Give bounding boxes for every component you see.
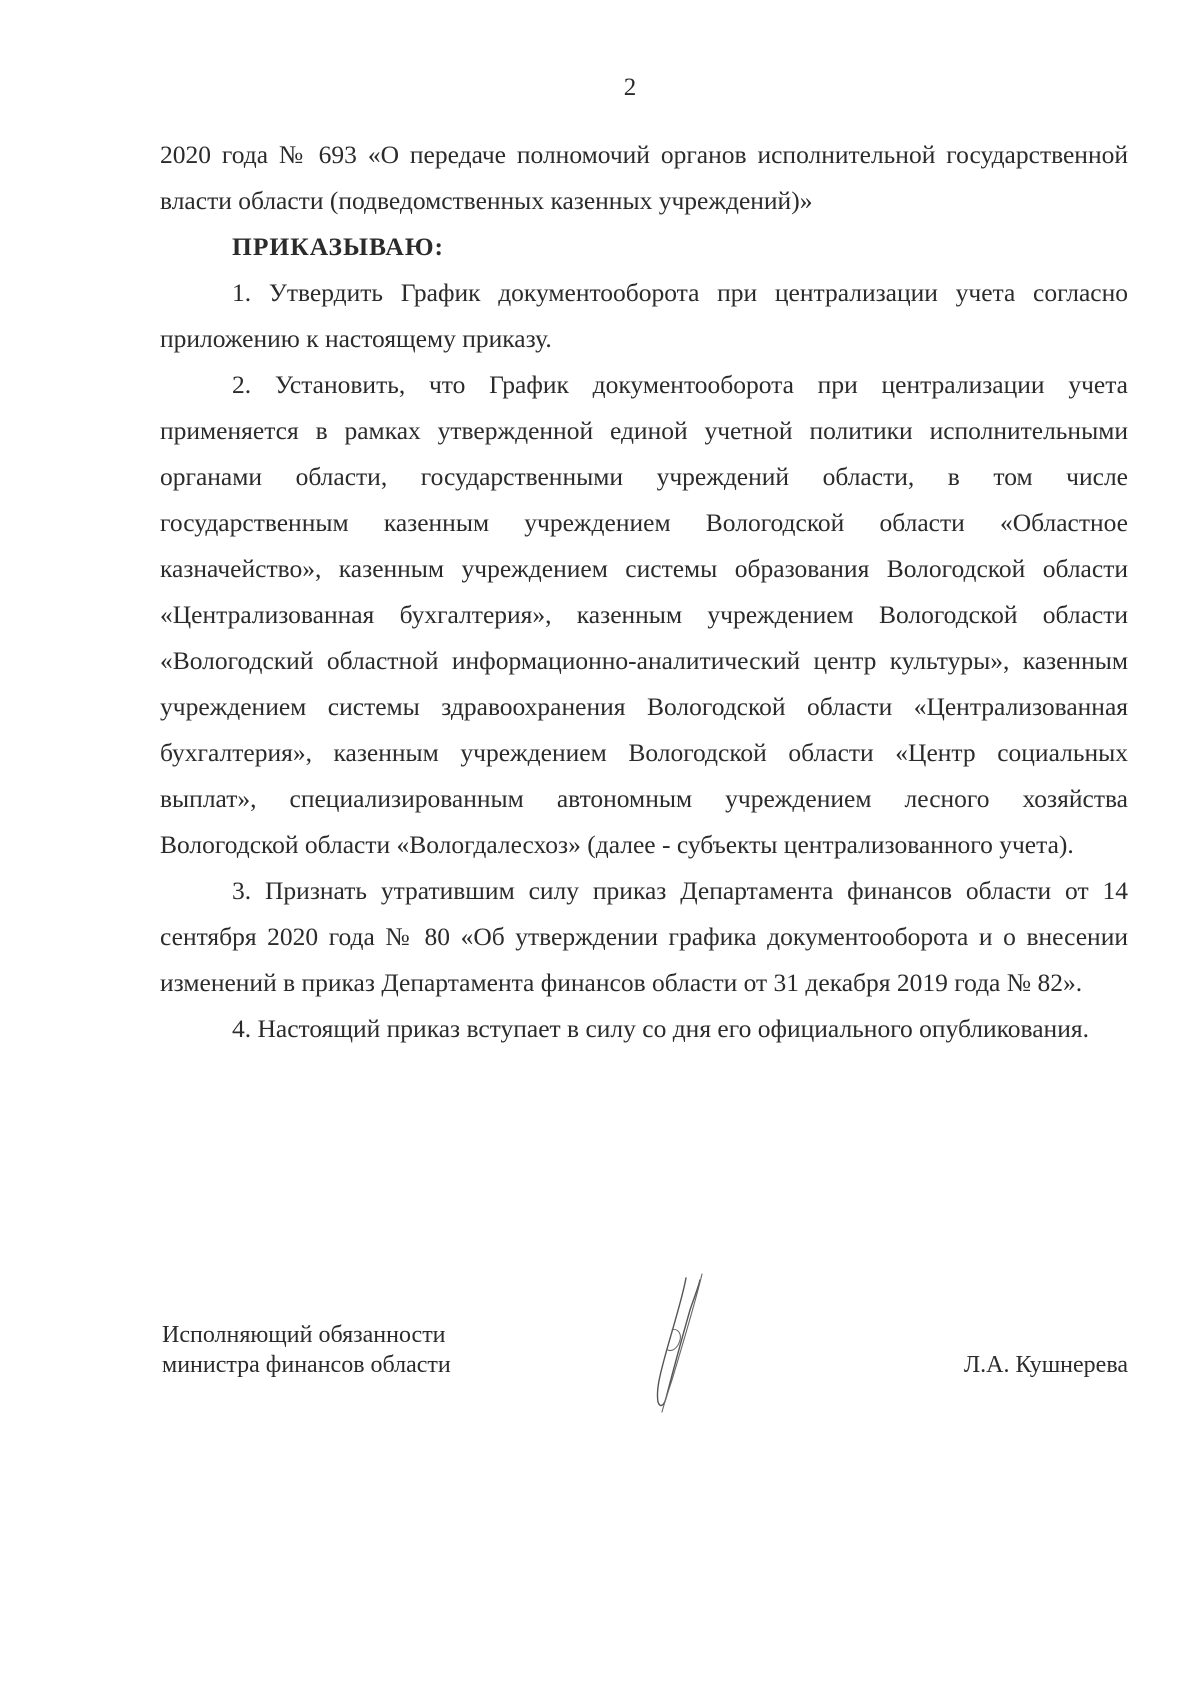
signatory-title xyxy=(162,1320,451,1380)
item-2-paragraph: 2. Установить, что График документооборота при централизации учета применяется в рамках утвержденной единой учетной политики исполнительными органами области, государственными учреждений области, в том числе государственным казенным учреждением Вологодской области «Областное казначейство», казенным учреждением системы образования Вологодской области «Централизованная бухгалтерия», казенным учреждением Вологодской области «Вологодский областной информационно-аналитический центр культуры», казенным учреждением системы здравоохранения Вологодской области «Централизованная бухгалтерия», казенным учреждением Вологодской области «Центр социальных выплат», специализированным автономным учреждением лесного хозяйства Вологодской области «Вологдалесхоз» (далее - субъекты централизованного учета). xyxy=(160,370,1128,859)
handwritten-signature xyxy=(642,1270,722,1420)
signatory-name: Л.А. Кушнерева xyxy=(963,1352,1128,1378)
signatory-title-line-2: министра финансов области xyxy=(162,1352,451,1378)
order-heading: ПРИКАЗЫВАЮ: xyxy=(232,232,445,261)
page-number: 2 xyxy=(623,74,637,101)
signature-block xyxy=(162,1320,1128,1440)
document-body xyxy=(160,132,1128,1052)
signatory-title-line-1: Исполняющий обязанности xyxy=(162,1322,446,1348)
item-4-paragraph: 4. Настоящий приказ вступает в силу со дня его официального опубликования. xyxy=(232,1014,1089,1043)
item-1-paragraph: 1. Утвердить График документооборота при централизации учета согласно приложению к настоящему приказу. xyxy=(160,278,1128,353)
item-3-paragraph: 3. Признать утратившим силу приказ Департамента финансов области от 14 сентября 2020 года № 80 «Об утверждении графика документооборота и о внесении изменений в приказ Департамента финансов области от 31 декабря 2019 года № 82». xyxy=(160,876,1128,997)
intro-paragraph: 2020 года № 693 «О передаче полномочий органов исполнительной государственной власти области (подведомственных казенных учреждений)» xyxy=(160,140,1128,215)
